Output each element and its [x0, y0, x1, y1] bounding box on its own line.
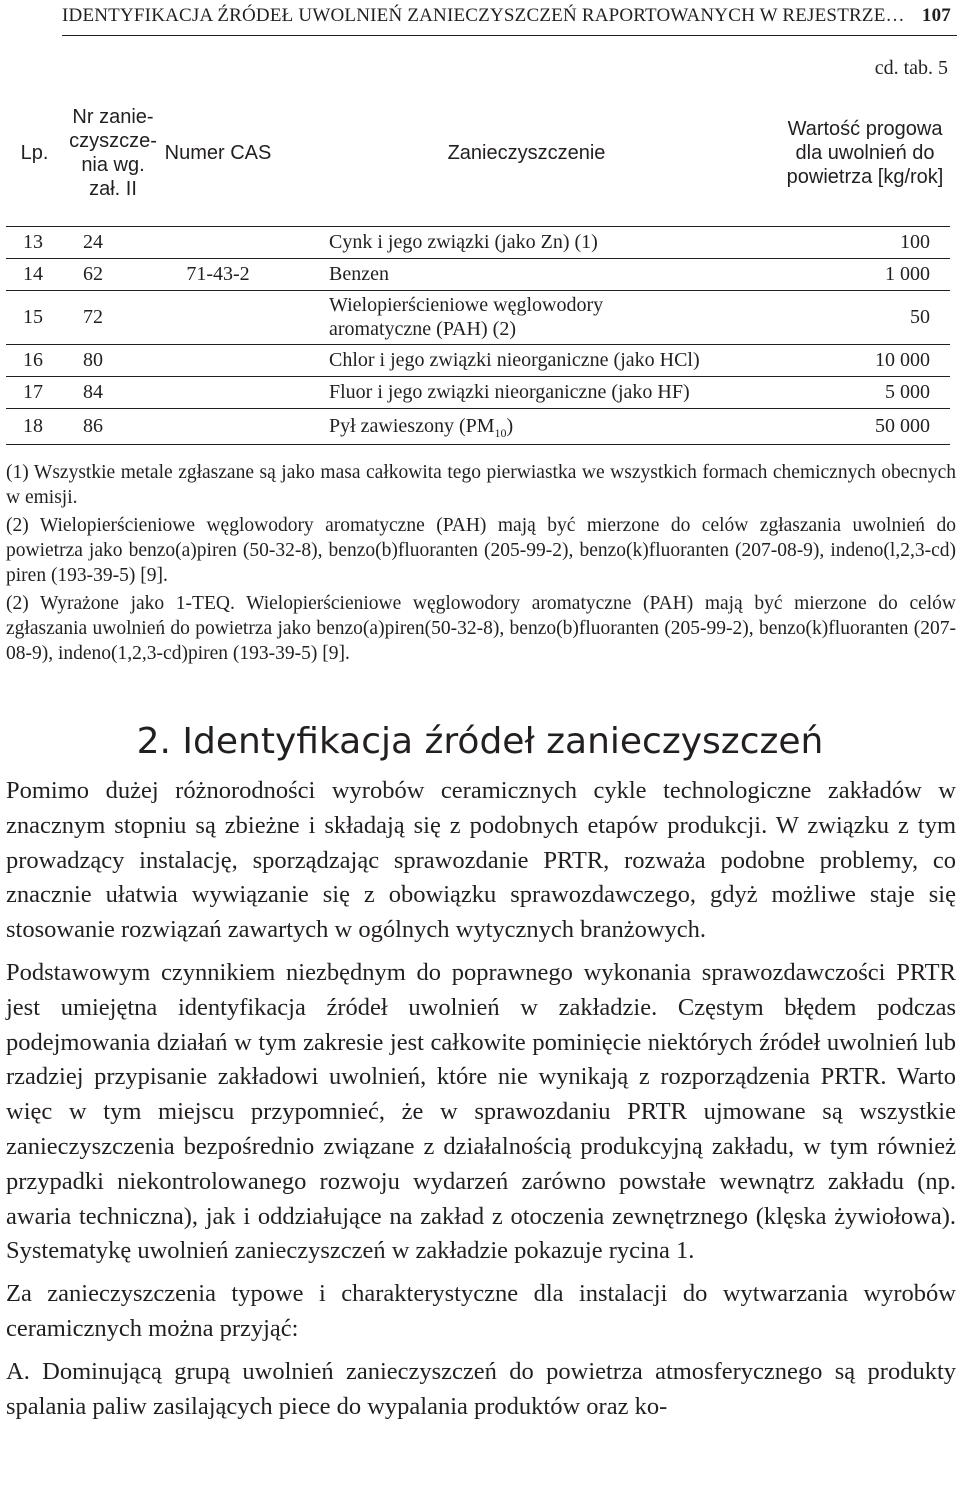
header-divider — [62, 35, 957, 36]
cell-cas-number — [163, 376, 273, 408]
paragraph: A. Dominującą grupą uwolnień zanieczyszczeń do powietrza atmosferycznego są produkty spalania paliw zasilających piece do wypalania produktów oraz ko- — [6, 1357, 956, 1420]
cell-lp: 17 — [6, 376, 63, 408]
cell-lp: 13 — [6, 226, 63, 258]
cell-threshold-value: 50 000 — [780, 408, 950, 444]
cell-pollutant-name: Fluor i jego związki nieorganiczne (jako HF) — [273, 376, 780, 408]
column-header-pollutant-number: Nr zanie-czyszcze-nia wg. zał. II — [63, 80, 163, 226]
cell-cas-number — [163, 344, 273, 376]
cell-cas-number — [163, 290, 273, 344]
table-row — [6, 290, 950, 344]
cell-pollutant-name: Cynk i jego związki (jako Zn) (1) — [273, 226, 780, 258]
pollutant-name-close: ) — [506, 415, 514, 437]
table-row — [6, 258, 950, 290]
cell-pollutant-number: 80 — [63, 344, 163, 376]
footnote: (2) Wielopierścieniowe węglowodory aromatyczne (PAH) mają być mierzone do celów zgłaszania uwolnień do powietrza jako benzo(a)piren (50-32-8), benzo(b)fluoranten (205-99-2), benzo(k)fluoranten (207-08-9), indeno(l,2,3-cd) piren (193-39-5) [9]. — [6, 515, 956, 586]
cell-pollutant-number: 72 — [63, 290, 163, 344]
cell-threshold-value: 50 — [780, 290, 950, 344]
table-row — [6, 226, 950, 258]
column-header-lp: Lp. — [6, 80, 63, 226]
cell-threshold-value: 1 000 — [780, 258, 950, 290]
pollutant-name-subscript: 10 — [494, 426, 507, 440]
table-continuation-label: cd. tab. 5 — [874, 57, 948, 79]
column-header-pollutant: Zanieczyszczenie — [273, 80, 780, 226]
cell-threshold-value: 10 000 — [780, 344, 950, 376]
cell-cas-number — [163, 226, 273, 258]
paragraph: Podstawowym czynnikiem niezbędnym do poprawnego wykonania sprawozdawczości PRTR jest umiejętna identyfikacja źródeł uwolnień w zakładzie. Częstym błędem podczas podejmowania działań w tym zakresie jest całkowite pominięcie niektórych źródeł uwolnień lub rzadziej przypisanie zakładowi uwolnień, które nie wynikają z rozporządzenia PRTR. Warto więc w tym miejscu przypomnieć, że w sprawozdaniu PRTR ujmowane są wszystkie zanieczyszczenia bezpośrednio związane z działalnością produkcyjną zakładu, w tym również przypadki niekontrolowanego rozwoju wydarzeń zarówno powstałe wewnątrz zakładu (np. awaria techniczna), jak i oddziałujące na zakład z otoczenia zewnętrznego (klęska żywiołowa). Systematykę uwolnień zanieczyszczeń w zakładzie pokazuje rycina 1. — [6, 958, 956, 1265]
running-header-title: IDENTYFIKACJA ŹRÓDEŁ UWOLNIEŃ ZANIECZYSZCZEŃ RAPORTOWANYCH W REJESTRZE… — [62, 5, 905, 26]
cell-pollutant-name: Wielopierścieniowe węglowodory aromatyczne (PAH) (2) — [273, 290, 780, 344]
cell-cas-number — [163, 408, 273, 444]
table-row — [6, 408, 950, 444]
pollutant-threshold-table — [6, 80, 950, 445]
page-number: 107 — [921, 5, 951, 26]
pollutant-name-text: Pył zawieszony (PM — [329, 415, 495, 437]
running-header — [62, 2, 957, 30]
section-heading: 2. Identyfikacja źródeł zanieczyszczeń — [136, 721, 824, 762]
table-row — [6, 344, 950, 376]
cell-cas-number: 71-43-2 — [163, 258, 273, 290]
cell-pollutant-number: 86 — [63, 408, 163, 444]
cell-threshold-value: 5 000 — [780, 376, 950, 408]
table-footnotes — [6, 460, 956, 669]
paragraph: Pomimo dużej różnorodności wyrobów ceramicznych cykle technologiczne zakładów w znacznym stopniu są zbieżne i składają się z podobnych etapów produkcji. W związku z tym prowadzący instalację, sporządzając sprawozdanie PRTR, rozważa podobne problemy, co znacznie ułatwia wywiązanie się z obowiązku sprawozdawczego, gdyż możliwe staje się stosowanie rozwiązań zawartych w ogólnych wytycznych branżowych. — [6, 777, 956, 944]
paragraph: Za zanieczyszczenia typowe i charakterystyczne dla instalacji do wytwarzania wyrobów ceramicznych można przyjąć: — [6, 1280, 956, 1342]
table-header-row — [6, 80, 950, 226]
cell-pollutant-name — [273, 408, 780, 444]
cell-pollutant-number: 24 — [63, 226, 163, 258]
cell-lp: 16 — [6, 344, 63, 376]
cell-pollutant-number: 84 — [63, 376, 163, 408]
cell-threshold-value: 100 — [780, 226, 950, 258]
column-header-threshold: Wartość progowa dla uwolnień do powietrza [kg/rok] — [780, 80, 950, 226]
cell-lp: 18 — [6, 408, 63, 444]
cell-lp: 15 — [6, 290, 63, 344]
cell-pollutant-name: Chlor i jego związki nieorganiczne (jako HCl) — [273, 344, 780, 376]
footnote: (1) Wszystkie metale zgłaszane są jako masa całkowita tego pierwiastka we wszystkich formach chemicznych obecnych w emisji. — [6, 462, 956, 508]
table-row — [6, 376, 950, 408]
footnote: (2) Wyrażone jako 1-TEQ. Wielopierścieniowe węglowodory aromatyczne (PAH) mają być mierzone do celów zgłaszania uwolnień do powietrza jako benzo(a)piren(50-32-8), benzo(b)fluoranten (205-99-2), benzo(k)fluoranten (207-08-9), indeno(1,2,3-cd)piren (193-39-5) [9]. — [6, 593, 956, 664]
cell-lp: 14 — [6, 258, 63, 290]
body-text — [6, 774, 956, 1432]
cell-pollutant-name: Benzen — [273, 258, 780, 290]
cell-pollutant-number: 62 — [63, 258, 163, 290]
column-header-cas-number: Numer CAS — [163, 80, 273, 226]
